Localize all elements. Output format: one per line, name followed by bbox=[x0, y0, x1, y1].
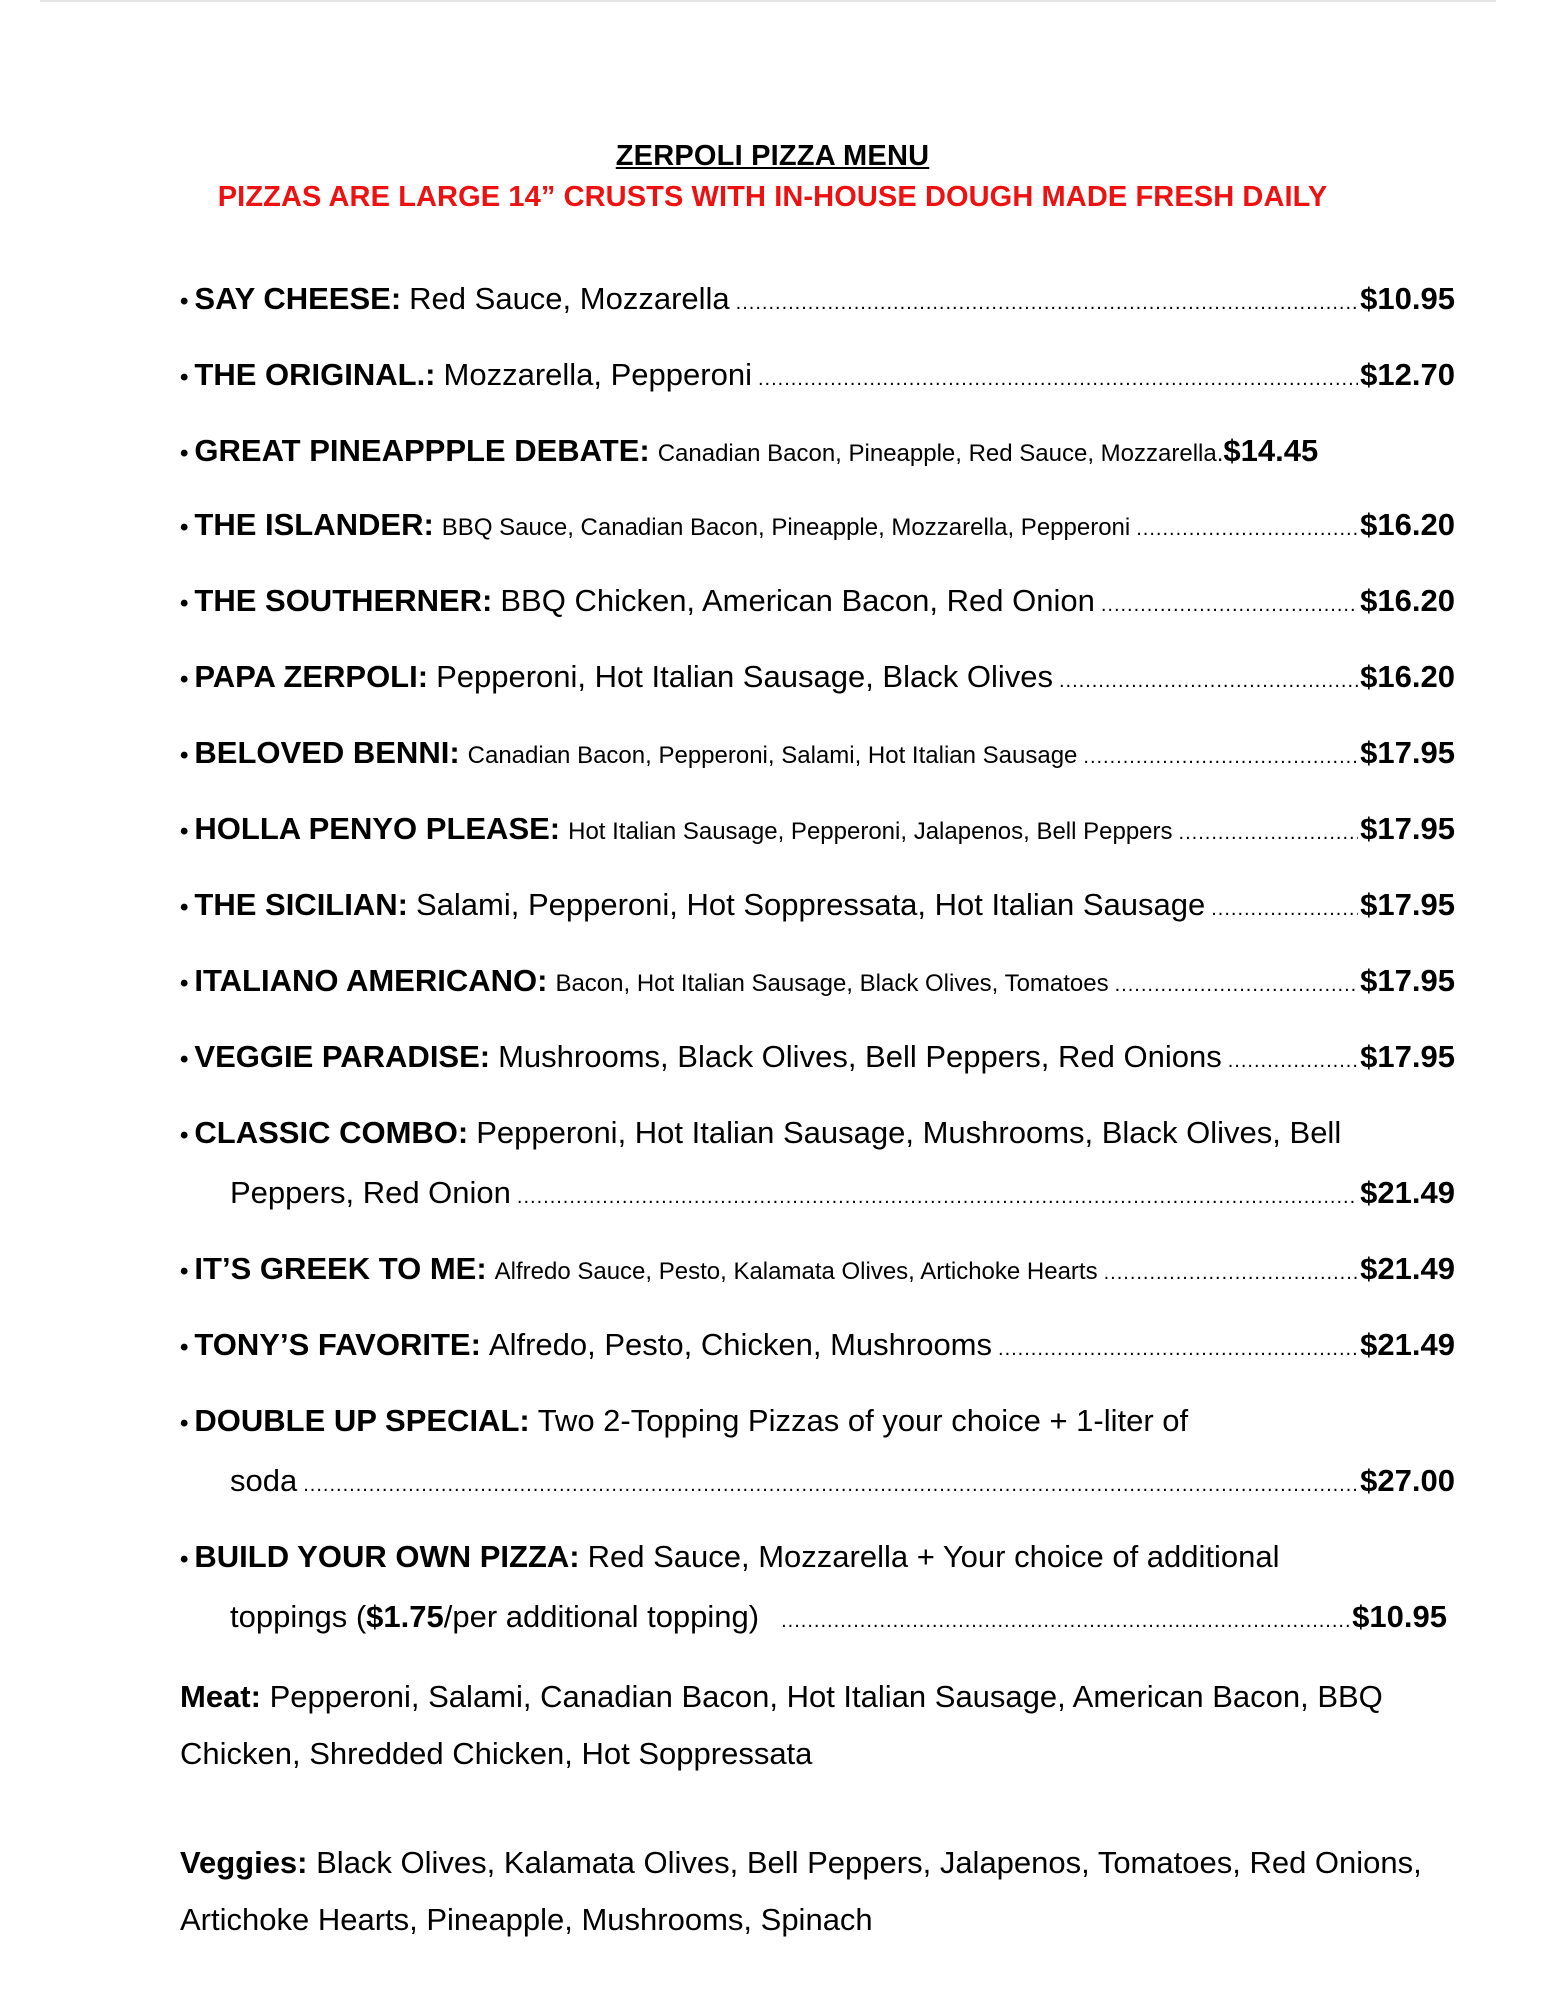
menu-item-italiano-americano bbox=[180, 952, 1455, 1014]
pizza-menu-list bbox=[180, 270, 1455, 1948]
meat-toppings bbox=[180, 1668, 1455, 1782]
item-name: BUILD YOUR OWN PIZZA: bbox=[194, 1539, 580, 1574]
bullet-icon: • bbox=[180, 894, 189, 921]
bullet-icon: • bbox=[180, 364, 189, 391]
bullet-icon: • bbox=[180, 818, 189, 845]
item-name: SAY CHEESE: bbox=[194, 281, 402, 316]
item-name: CLASSIC COMBO: bbox=[194, 1115, 469, 1150]
topping-price: $1.75 bbox=[366, 1599, 444, 1634]
item-name: GREAT PINEAPPPLE DEBATE: bbox=[194, 433, 650, 468]
menu-item-its-greek-to-me bbox=[180, 1240, 1455, 1302]
dot-leader bbox=[1059, 653, 1358, 710]
dot-leader bbox=[1136, 501, 1358, 558]
item-description: Red Sauce, Mozzarella + Your choice of additional bbox=[587, 1539, 1280, 1574]
dot-leader bbox=[1115, 957, 1359, 1014]
item-description: Mozzarella, Pepperoni bbox=[443, 357, 752, 392]
item-name: THE ISLANDER: bbox=[194, 507, 434, 542]
meat-label: Meat: bbox=[180, 1679, 261, 1714]
bullet-icon: • bbox=[180, 970, 189, 997]
bullet-icon: • bbox=[180, 1334, 189, 1361]
bullet-icon: • bbox=[180, 1410, 189, 1437]
menu-item-beloved-benni bbox=[180, 724, 1455, 786]
item-description-continued: soda bbox=[230, 1463, 298, 1498]
item-description: Pepperoni, Hot Italian Sausage, Black Olives bbox=[436, 659, 1053, 694]
item-price: $21.49 bbox=[1360, 1175, 1455, 1210]
item-description: Mushrooms, Black Olives, Bell Peppers, Red Onions bbox=[498, 1039, 1222, 1074]
menu-item-great-pineapple-debate bbox=[180, 422, 1455, 482]
meat-list: Pepperoni, Salami, Canadian Bacon, Hot Italian Sausage, American Bacon, BBQ Chicken, Shredded Chicken, Hot Soppressata bbox=[180, 1679, 1383, 1771]
dot-leader bbox=[1104, 1245, 1359, 1302]
bullet-icon: • bbox=[180, 666, 189, 693]
item-price: $21.49 bbox=[1360, 1327, 1455, 1362]
item-description: Salami, Pepperoni, Hot Soppressata, Hot Italian Sausage bbox=[415, 887, 1206, 922]
item-name: THE SICILIAN: bbox=[194, 887, 408, 922]
bullet-icon: • bbox=[180, 514, 189, 541]
item-name: BELOVED BENNI: bbox=[194, 735, 460, 770]
menu-item-the-islander bbox=[180, 496, 1455, 558]
item-description: Pepperoni, Hot Italian Sausage, Mushrooms, Black Olives, Bell bbox=[476, 1115, 1342, 1150]
item-price: $10.95 bbox=[1360, 281, 1455, 316]
menu-item-classic-combo bbox=[180, 1104, 1455, 1226]
dot-leader bbox=[736, 275, 1359, 332]
bullet-icon: • bbox=[180, 590, 189, 617]
item-name: THE ORIGINAL.: bbox=[194, 357, 436, 392]
bullet-icon: • bbox=[180, 742, 189, 769]
item-description: Alfredo Sauce, Pesto, Kalamata Olives, Artichoke Hearts bbox=[494, 1258, 1098, 1285]
bullet-icon: • bbox=[180, 440, 189, 467]
item-price: $16.20 bbox=[1360, 507, 1455, 542]
menu-title: ZERPOLI PIZZA MENU bbox=[615, 140, 930, 172]
item-price: $16.20 bbox=[1360, 659, 1455, 694]
item-price: $17.95 bbox=[1360, 887, 1455, 922]
veggies-list: Black Olives, Kalamata Olives, Bell Peppers, Jalapenos, Tomatoes, Red Onions, Artichoke Hearts, Pineapple, Mushrooms, Spinach bbox=[180, 1845, 1422, 1937]
menu-item-the-sicilian bbox=[180, 876, 1455, 938]
item-price: $14.45 bbox=[1223, 433, 1319, 468]
item-name: DOUBLE UP SPECIAL: bbox=[194, 1403, 530, 1438]
menu-item-veggie-paradise bbox=[180, 1028, 1455, 1090]
item-price: $12.70 bbox=[1360, 357, 1455, 392]
dot-leader bbox=[1101, 577, 1358, 634]
item-description: BBQ Sauce, Canadian Bacon, Pineapple, Mozzarella, Pepperoni bbox=[441, 514, 1131, 541]
menu-item-holla-penyo-please bbox=[180, 800, 1455, 862]
dot-leader bbox=[1179, 805, 1359, 862]
item-name: VEGGIE PARADISE: bbox=[194, 1039, 491, 1074]
item-name: PAPA ZERPOLI: bbox=[194, 659, 429, 694]
item-price: $17.95 bbox=[1360, 963, 1455, 998]
menu-item-the-original bbox=[180, 346, 1455, 408]
item-description-continued-post: /per additional topping) bbox=[443, 1599, 760, 1634]
dot-leader bbox=[517, 1169, 1358, 1226]
bullet-icon: • bbox=[180, 1122, 189, 1149]
item-description-continued: toppings ( bbox=[230, 1599, 367, 1634]
item-description: Canadian Bacon, Pineapple, Red Sauce, Mozzarella. bbox=[657, 440, 1224, 467]
item-description: Red Sauce, Mozzarella bbox=[409, 281, 730, 316]
item-price: $17.95 bbox=[1360, 811, 1455, 846]
dot-leader bbox=[998, 1321, 1358, 1378]
veggies-label: Veggies: bbox=[180, 1845, 308, 1880]
menu-header bbox=[0, 140, 1545, 214]
dot-leader bbox=[1228, 1033, 1358, 1090]
item-description: Alfredo, Pesto, Chicken, Mushrooms bbox=[488, 1327, 993, 1362]
item-price: $21.49 bbox=[1360, 1251, 1455, 1286]
item-name: TONY’S FAVORITE: bbox=[194, 1327, 481, 1362]
dot-leader bbox=[303, 1457, 1358, 1514]
item-description: Canadian Bacon, Pepperoni, Salami, Hot Italian Sausage bbox=[467, 742, 1078, 769]
item-price: $16.20 bbox=[1360, 583, 1455, 618]
menu-item-tonys-favorite bbox=[180, 1316, 1455, 1378]
menu-item-double-up-special bbox=[180, 1392, 1455, 1514]
item-description: BBQ Chicken, American Bacon, Red Onion bbox=[500, 583, 1095, 618]
item-description: Bacon, Hot Italian Sausage, Black Olives, Tomatoes bbox=[555, 970, 1109, 997]
item-name: HOLLA PENYO PLEASE: bbox=[194, 811, 561, 846]
item-name: IT’S GREEK TO ME: bbox=[194, 1251, 487, 1286]
dot-leader bbox=[781, 1593, 1350, 1650]
bullet-icon: • bbox=[180, 288, 189, 315]
dot-leader bbox=[1211, 881, 1358, 938]
dot-leader bbox=[1083, 729, 1358, 786]
menu-subtitle: PIZZAS ARE LARGE 14” CRUSTS WITH IN-HOUSE DOUGH MADE FRESH DAILY bbox=[217, 181, 1328, 213]
item-price: $10.95 bbox=[1352, 1599, 1447, 1634]
veggie-toppings bbox=[180, 1834, 1455, 1948]
page-top-rule bbox=[40, 0, 1496, 2]
menu-item-the-southerner bbox=[180, 572, 1455, 634]
menu-item-papa-zerpoli bbox=[180, 648, 1455, 710]
item-price: $27.00 bbox=[1360, 1463, 1455, 1498]
item-description-continued: Peppers, Red Onion bbox=[230, 1175, 511, 1210]
bullet-icon: • bbox=[180, 1546, 189, 1573]
menu-item-say-cheese bbox=[180, 270, 1455, 332]
item-price: $17.95 bbox=[1360, 1039, 1455, 1074]
item-price: $17.95 bbox=[1360, 735, 1455, 770]
dot-leader bbox=[758, 351, 1358, 408]
item-description: Hot Italian Sausage, Pepperoni, Jalapenos, Bell Peppers bbox=[568, 818, 1173, 845]
item-description: Two 2-Topping Pizzas of your choice + 1-liter of bbox=[537, 1403, 1189, 1438]
menu-item-build-your-own-pizza bbox=[180, 1528, 1455, 1650]
item-name: THE SOUTHERNER: bbox=[194, 583, 493, 618]
item-name: ITALIANO AMERICANO: bbox=[194, 963, 548, 998]
bullet-icon: • bbox=[180, 1046, 189, 1073]
bullet-icon: • bbox=[180, 1258, 189, 1285]
